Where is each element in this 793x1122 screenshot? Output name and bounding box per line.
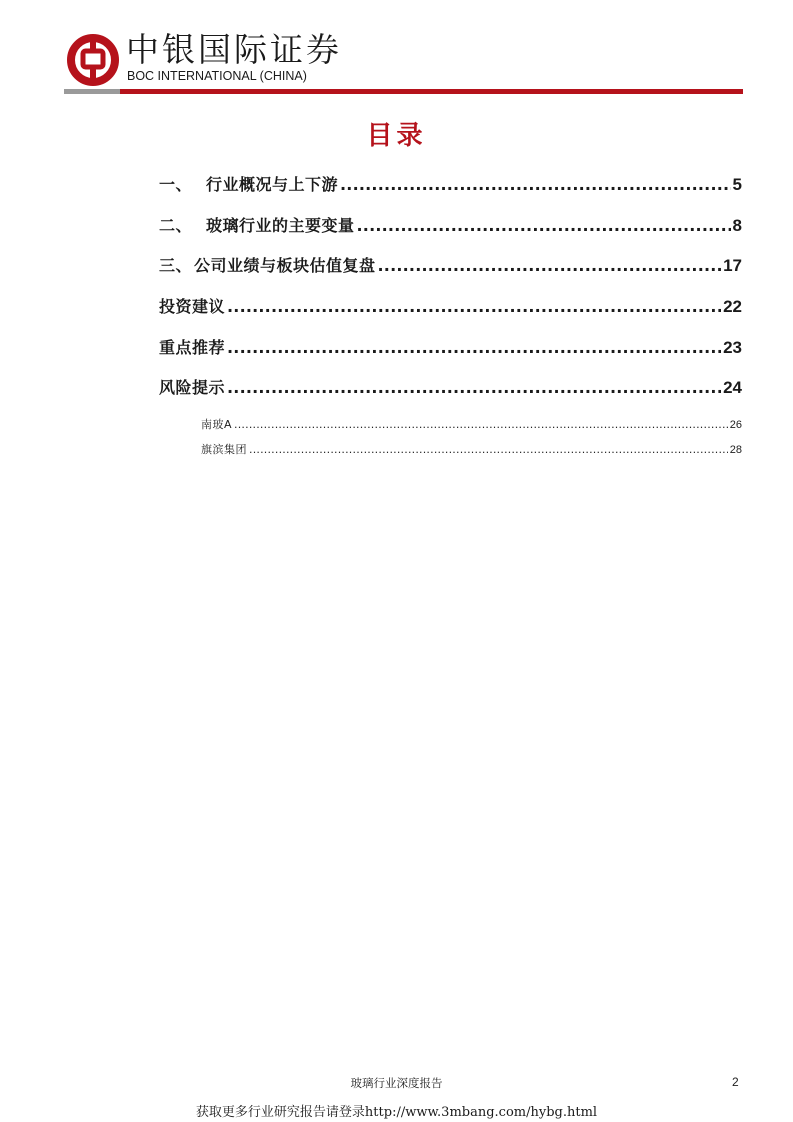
toc-sub-entry-label: 旗滨集团: [201, 443, 247, 457]
toc-entry-3[interactable]: [159, 253, 742, 294]
toc-entry-page: 5: [732, 175, 742, 194]
toc-entry-number: 二、: [159, 215, 193, 235]
toc-sub-entry-page: 26: [729, 419, 742, 432]
toc-leader-dots: [378, 256, 722, 275]
toc-entry-6[interactable]: [159, 375, 742, 416]
toc-sub-entry-2[interactable]: [201, 441, 742, 466]
header-rule-gray: [64, 89, 120, 94]
toc-entry-page: 24: [723, 378, 742, 398]
toc-entry-label: 玻璃行业的主要变量: [206, 215, 355, 235]
toc-entry-5[interactable]: [159, 335, 742, 376]
toc-entry-1[interactable]: [159, 172, 742, 213]
toc-entry-page: 22: [723, 297, 742, 317]
boc-logo-icon: [66, 33, 120, 87]
toc-entry-page: 17: [723, 256, 742, 276]
toc-leader-dots: [227, 378, 721, 397]
toc-leader-dots: [227, 297, 721, 316]
toc-entry-page: 8: [732, 215, 742, 235]
header-rule-red: [120, 89, 743, 94]
toc-leader-dots: [357, 216, 731, 235]
toc-entry-label: 公司业绩与板块估值复盘: [194, 256, 376, 276]
toc-sub-entry-label: 南玻A: [201, 418, 233, 432]
brand-name-en: BOC INTERNATIONAL (CHINA): [127, 69, 307, 83]
toc-sub-entry-page: 28: [729, 444, 742, 457]
toc-leader-dots: [234, 418, 728, 431]
footer-download-link[interactable]: 获取更多行业研究报告请登录http://www.3mbang.com/hybg.html: [195, 1105, 598, 1120]
table-of-contents: [159, 172, 742, 466]
toc-entry-label: 行业概况与上下游: [206, 175, 339, 194]
toc-entry-2[interactable]: [159, 213, 742, 254]
toc-entry-4[interactable]: [159, 294, 742, 335]
toc-entry-page: 23: [723, 337, 742, 357]
toc-title: 目录: [366, 121, 427, 151]
toc-entry-number: 一、: [159, 175, 193, 194]
footer-page-number: 2: [732, 1075, 739, 1089]
toc-leader-dots: [340, 175, 731, 194]
toc-entry-label: 风险提示: [159, 378, 226, 398]
brand-name-cn: 中银国际证券: [126, 30, 342, 69]
toc-entry-label: 重点推荐: [159, 337, 226, 357]
footer-report-title: 玻璃行业深度报告: [350, 1076, 443, 1090]
toc-entry-number: 三、: [159, 256, 193, 276]
toc-leader-dots: [227, 338, 721, 357]
toc-entry-label: 投资建议: [159, 297, 226, 317]
toc-leader-dots: [249, 443, 728, 456]
toc-sub-entry-1[interactable]: [201, 416, 742, 441]
